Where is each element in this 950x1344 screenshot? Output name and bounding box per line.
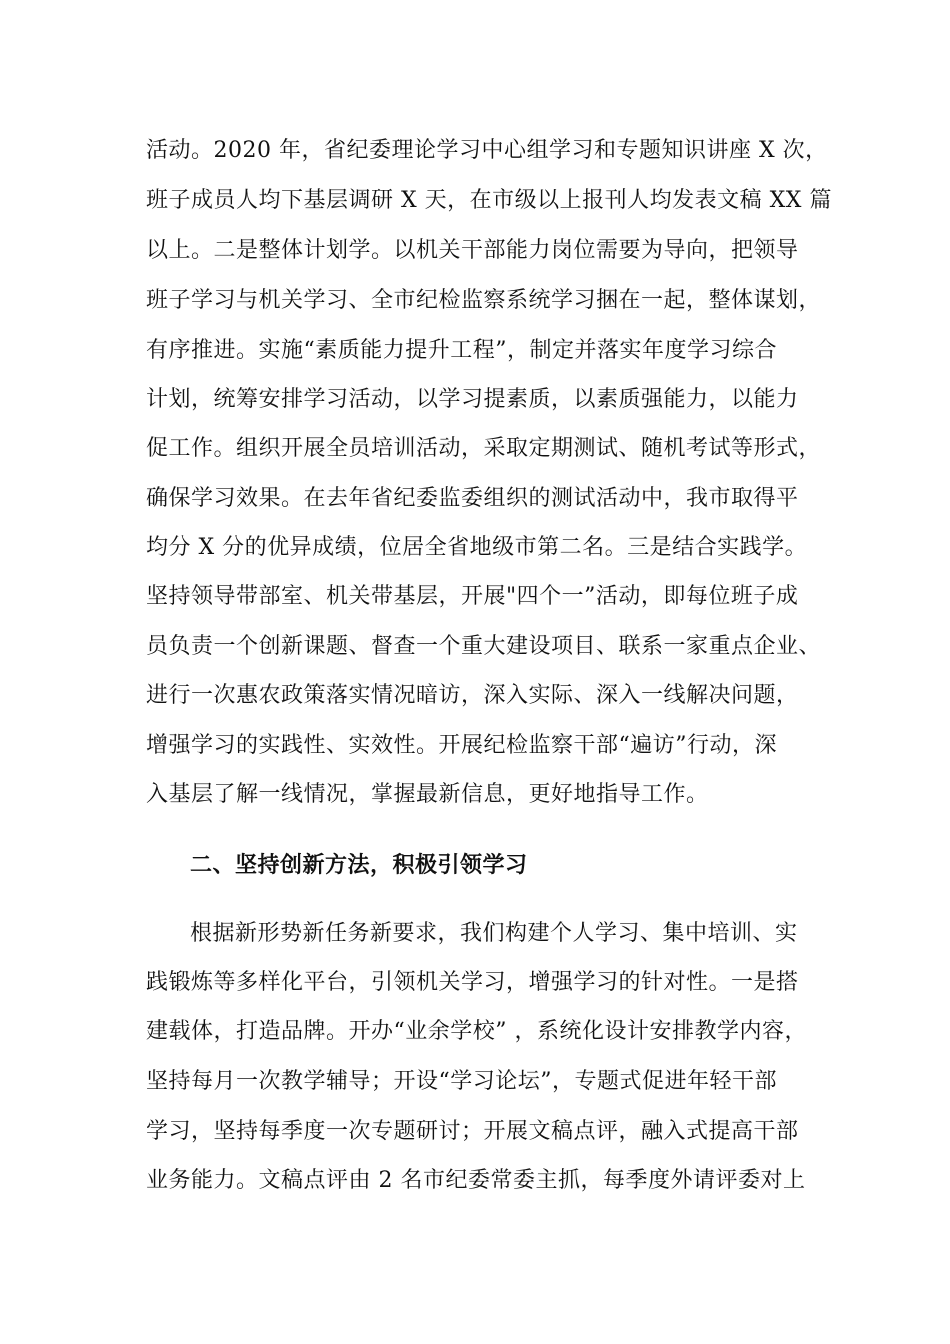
- body-text-line: 建载体，打造品牌。开办“业余学校” ，系统化设计安排教学内容，: [146, 1019, 807, 1044]
- body-text-line: 以上。二是整体计划学。以机关干部能力岗位需要为导向，把领导: [146, 238, 799, 263]
- body-text-line: 学习，坚持每季度一次专题研讨；开展文稿点评，融入式提高干部: [146, 1119, 799, 1144]
- body-text-line: 计划，统筹安排学习活动，以学习提素质，以素质强能力，以能力: [146, 387, 799, 412]
- body-text-line: 业务能力。文稿点评由 2 名市纪委常委主抓，每季度外请评委对上: [146, 1168, 806, 1193]
- body-text-line: 入基层了解一线情况，掌握最新信息，更好地指导工作。: [146, 782, 709, 807]
- body-text-line: 班子成员人均下基层调研 X 天，在市级以上报刊人均发表文稿 XX 篇: [146, 188, 832, 213]
- body-text-line: 促工作。组织开展全员培训活动，采取定期测试、随机考试等形式，: [146, 436, 822, 461]
- body-text-line: 员负责一个创新课题、督查一个重大建设项目、联系一家重点企业、: [146, 634, 822, 659]
- body-text-line: 均分 X 分的优异成绩，位居全省地级市第二名。三是结合实践学。: [146, 535, 808, 560]
- body-text-line: 活动。2020 年，省纪委理论学习中心组学习和专题知识讲座 X 次，: [146, 138, 828, 163]
- section-heading: 二、坚持创新方法，积极引领学习: [190, 852, 528, 878]
- body-text-line: 坚持领导带部室、机关带基层，开展"四个一”活动，即每位班子成: [146, 584, 799, 609]
- body-text-line: 根据新形势新任务新要求，我们构建个人学习、集中培训、实: [190, 921, 798, 946]
- body-text-line: 进行一次惠农政策落实情况暗访，深入实际、深入一线解决问题，: [146, 683, 799, 708]
- body-text-line: 坚持每月一次教学辅导；开设“学习论坛”，专题式促进年轻干部: [146, 1069, 777, 1094]
- body-text-line: 践锻炼等多样化平台，引领机关学习，增强学习的针对性。一是搭: [146, 970, 799, 995]
- body-text-line: 有序推进。实施“素质能力提升工程”，制定并落实年度学习综合: [146, 338, 777, 363]
- body-text-line: 增强学习的实践性、实效性。开展纪检监察干部“遍访”行动，深: [146, 733, 777, 758]
- body-text-line: 确保学习效果。在去年省纪委监委组织的测试活动中，我市取得平: [146, 486, 799, 511]
- body-text-line: 班子学习与机关学习、全市纪检监察系统学习捆在一起，整体谋划，: [146, 288, 822, 313]
